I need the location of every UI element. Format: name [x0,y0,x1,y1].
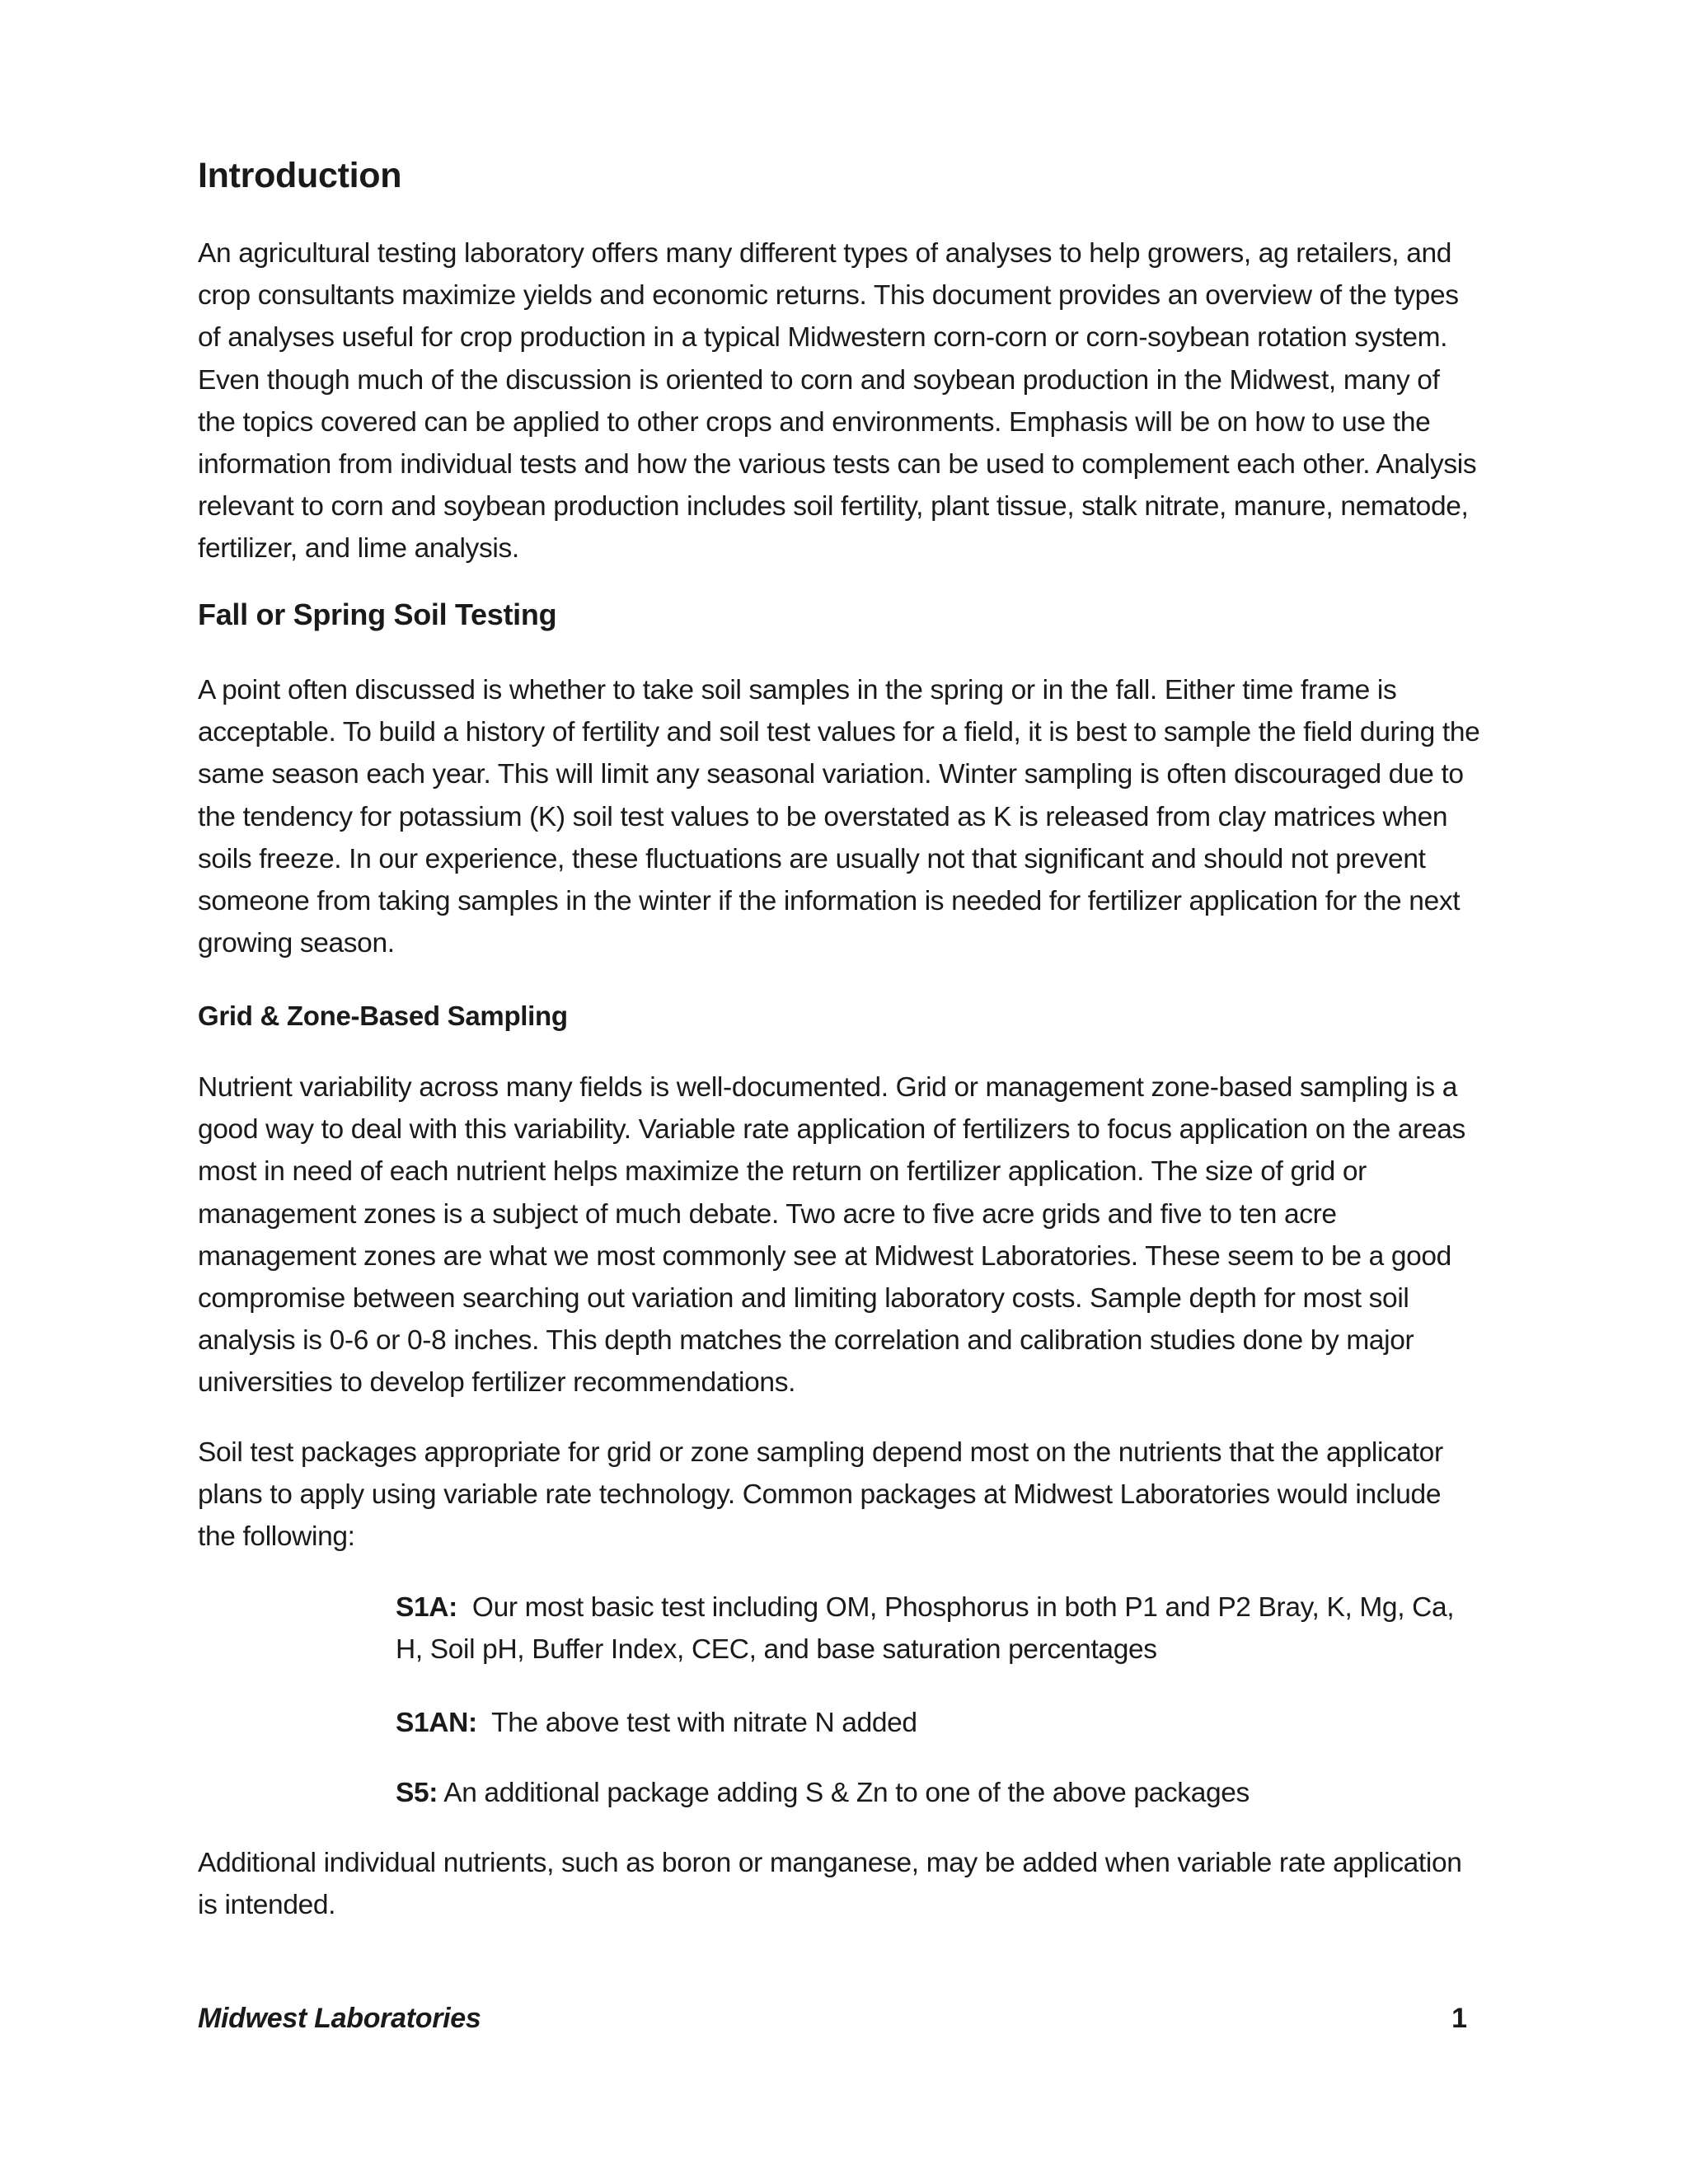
document-page [198,0,1484,2184]
soil-testing-paragraph: A point often discussed is whether to take soil samples in the spring or in the fall. Either time frame is acceptable. To build a history of fertility and soil test values for a field, it is best to sample the field during the same season each year. This will limit any seasonal variation. Winter sampling is often discouraged due to the tendency for potassium (K) soil test values to be overstated as K is released from clay matrices when soils freeze. In our experience, these fluctuations are usually not that significant and should not prevent someone from taking samples in the winter if the information is needed for fertilizer application for the next growing season. [198,675,1480,959]
grid-sampling-paragraph-1: Nutrient variability across many fields is well-documented. Grid or management zone-based sampling is a good way to deal with this variability. Variable rate application of fertilizers to focus application on the areas most in need of each nutrient helps maximize the return on fertilizer application. The size of grid or management zones is a subject of much debate. Two acre to five acre grids and five to ten acre management zones are what we most commonly see at Midwest Laboratories. These seem to be a good compromise between searching out variation and limiting laboratory costs. Sample depth for most soil analysis is 0-6 or 0-8 inches. This depth matches the correlation and calibration studies done by major universities to develop fertilizer recommendations. [198,1072,1465,1399]
package-code: S1AN: [396,1708,477,1738]
package-description: An additional package adding S & Zn to one of the above packages [443,1778,1250,1808]
package-description: The above test with nitrate N added [491,1708,917,1738]
package-item [396,1772,1484,1814]
grid-sampling-paragraph-2: Soil test packages appropriate for grid or zone sampling depend most on the nutrients that the applicator plans to apply using variable rate technology. Common packages at Midwest Laboratories would include the following: [198,1437,1443,1553]
package-description: Our most basic test including OM, Phosphorus in both P1 and P2 Bray, K, Mg, Ca, H, Soil pH, Buffer Index, CEC, and base saturation percentages [396,1592,1455,1666]
footer-organization: Midwest Laboratories [198,2003,481,2034]
grid-sampling-paragraph-3: Additional individual nutrients, such as boron or manganese, may be added when variable rate application is intended. [198,1848,1462,1921]
soil-testing-heading: Fall or Spring Soil Testing [198,598,557,631]
package-code: S5: [396,1778,438,1808]
introduction-heading: Introduction [198,156,402,195]
package-item [396,1702,1484,1744]
package-code: S1A: [396,1592,457,1623]
package-item [396,1586,1484,1671]
footer-page-number: 1 [1451,2003,1467,2034]
grid-sampling-heading: Grid & Zone-Based Sampling [198,1001,568,1031]
introduction-paragraph: An agricultural testing laboratory offers many different types of analyses to help growers, ag retailers, and crop consultants maximize yields and economic returns. This document provides an overview of the types of analyses useful for crop production in a typical Midwestern corn-corn or corn-soybean rotation system. Even though much of the discussion is oriented to corn and soybean production in the Midwest, many of the topics covered can be applied to other crops and environments. Emphasis will be on how to use the information from individual tests and how the various tests can be used to complement each other. Analysis relevant to corn and soybean production includes soil fertility, plant tissue, stalk nitrate, manure, nematode, fertilizer, and lime analysis. [198,238,1477,565]
